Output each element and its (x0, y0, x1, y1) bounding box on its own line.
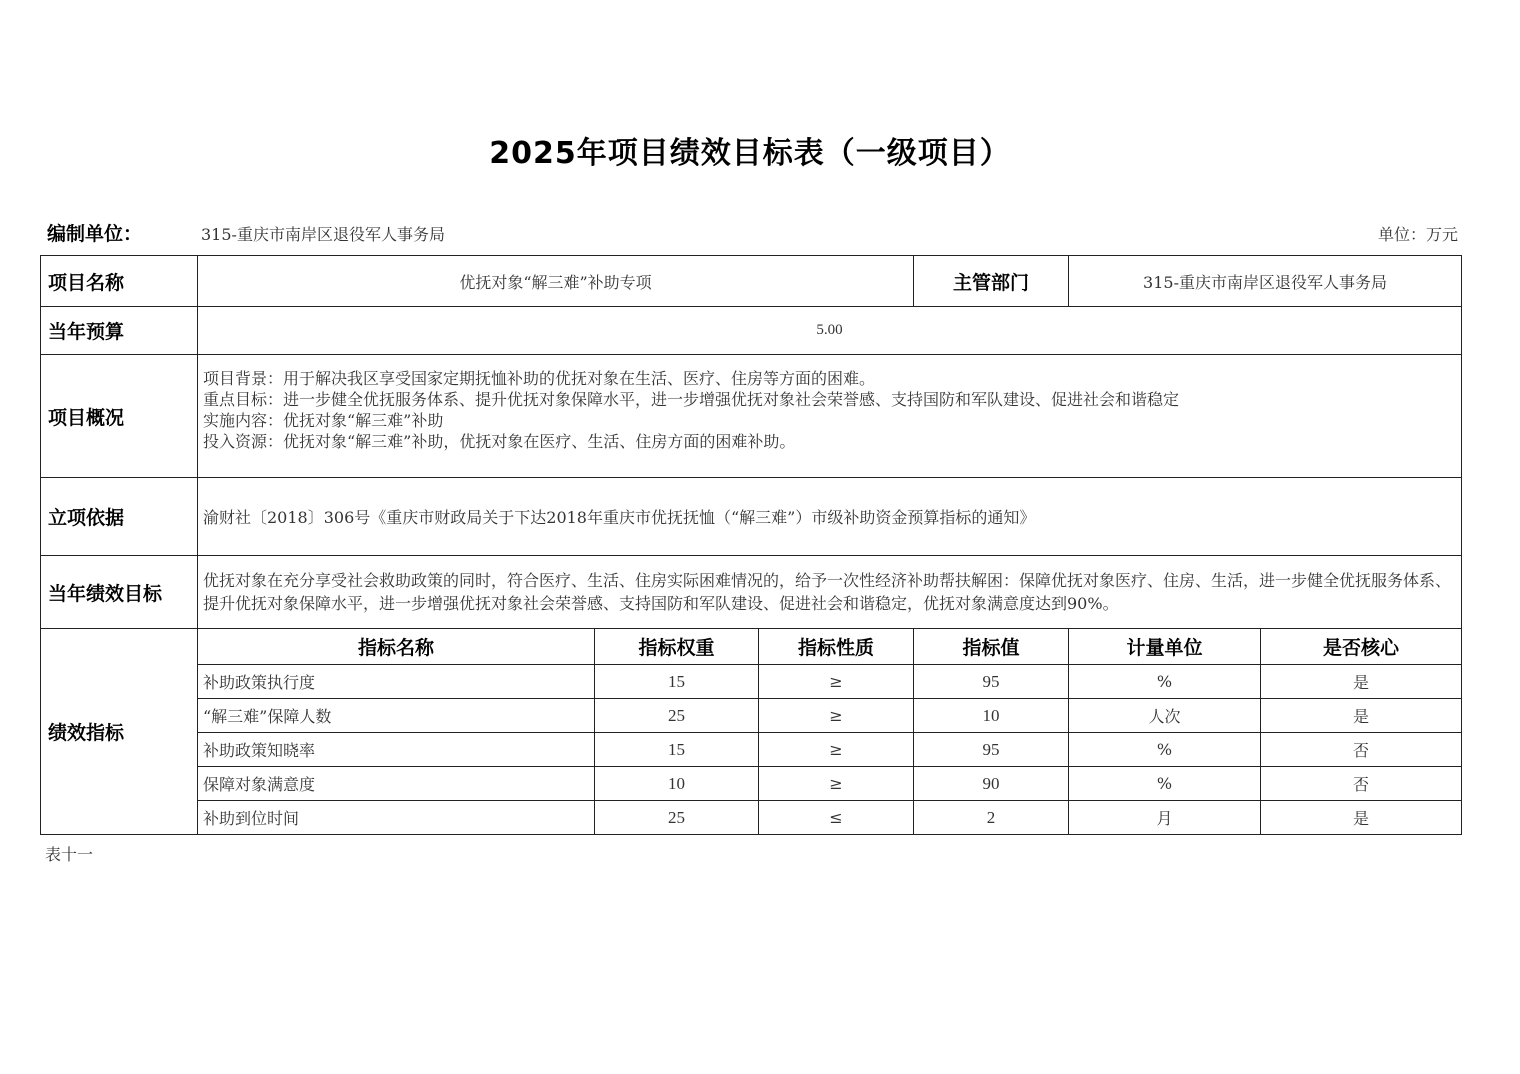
indicator-core: 是 (1261, 665, 1462, 699)
table-row (41, 665, 1462, 699)
overview-resources: 投入资源：优抚对象“解三难”补助，优抚对象在医疗、生活、住房方面的困难补助。 (203, 432, 796, 451)
indicator-name: 补助政策执行度 (198, 665, 595, 699)
header-indicator-name: 指标名称 (198, 629, 595, 665)
indicator-weight: 15 (595, 665, 759, 699)
department-label: 主管部门 (914, 256, 1069, 307)
overview-key-goal: 重点目标：进一步健全优抚服务体系、提升优抚对象保障水平，进一步增强优抚对象社会荣誉感、支持国防和军队建设、促进社会和谐稳定 (203, 390, 1180, 409)
indicator-nature: ≥ (759, 665, 914, 699)
goal-label: 当年绩效目标 (41, 556, 198, 629)
indicator-nature: ≤ (759, 801, 914, 835)
indicator-unit: 人次 (1069, 699, 1261, 733)
overview-background: 项目背景：用于解决我区享受国家定期抚恤补助的优抚对象在生活、医疗、住房等方面的困难。 (203, 369, 876, 388)
header-indicator-value: 指标值 (914, 629, 1069, 665)
header-indicator-nature: 指标性质 (759, 629, 914, 665)
table-number-note: 表十一 (45, 845, 94, 864)
indicator-unit: % (1069, 665, 1261, 699)
indicator-weight: 10 (595, 767, 759, 801)
compiling-unit-label: 编制单位： (47, 223, 143, 245)
overview-content (198, 355, 1462, 478)
header-indicator-weight: 指标权重 (595, 629, 759, 665)
indicator-weight: 25 (595, 699, 759, 733)
basis-label: 立项依据 (41, 478, 198, 556)
project-name-value: 优抚对象“解三难”补助专项 (198, 256, 914, 307)
indicator-core: 是 (1261, 801, 1462, 835)
compiling-unit-value: 315-重庆市南岸区退役军人事务局 (201, 225, 445, 244)
indicator-value: 10 (914, 699, 1069, 733)
basis-row (41, 478, 1462, 556)
table-row (41, 699, 1462, 733)
indicators-label: 绩效指标 (41, 629, 198, 835)
header-is-core: 是否核心 (1261, 629, 1462, 665)
indicator-weight: 15 (595, 733, 759, 767)
goal-row (41, 556, 1462, 629)
indicator-value: 2 (914, 801, 1069, 835)
department-value: 315-重庆市南岸区退役军人事务局 (1069, 256, 1462, 307)
indicator-core: 否 (1261, 733, 1462, 767)
performance-target-table (40, 255, 1462, 835)
overview-implementation: 实施内容：优抚对象“解三难”补助 (203, 411, 444, 430)
table-row (41, 767, 1462, 801)
indicator-nature: ≥ (759, 733, 914, 767)
header-measure-unit: 计量单位 (1069, 629, 1261, 665)
indicator-value: 90 (914, 767, 1069, 801)
indicator-weight: 25 (595, 801, 759, 835)
indicator-unit: % (1069, 767, 1261, 801)
budget-row (41, 307, 1462, 355)
budget-label: 当年预算 (41, 307, 198, 355)
indicator-name: “解三难”保障人数 (198, 699, 595, 733)
indicator-value: 95 (914, 733, 1069, 767)
overview-row (41, 355, 1462, 478)
indicator-core: 否 (1261, 767, 1462, 801)
page-title: 2025年项目绩效目标表（一级项目） (489, 136, 1011, 171)
indicator-nature: ≥ (759, 699, 914, 733)
indicator-name: 保障对象满意度 (198, 767, 595, 801)
project-name-label: 项目名称 (41, 256, 198, 307)
table-row (41, 733, 1462, 767)
money-unit-label: 单位：万元 (1377, 225, 1458, 244)
budget-value: 5.00 (198, 307, 1462, 355)
project-name-row (41, 256, 1462, 307)
indicator-name: 补助到位时间 (198, 801, 595, 835)
indicator-header-row (41, 629, 1462, 665)
basis-value: 渝财社〔2018〕306号《重庆市财政局关于下达2018年重庆市优抚抚恤（“解三难”）市级补助资金预算指标的通知》 (198, 478, 1462, 556)
goal-value: 优抚对象在充分享受社会救助政策的同时，符合医疗、生活、住房实际困难情况的，给予一次性经济补助帮扶解困：保障优抚对象医疗、住房、生活，进一步健全优抚服务体系、提升优抚对象保障水平，进一步增强优抚对象社会荣誉感、支持国防和军队建设、促进社会和谐稳定，优抚对象满意度达到90%。 (198, 556, 1462, 629)
indicator-nature: ≥ (759, 767, 914, 801)
indicator-name: 补助政策知晓率 (198, 733, 595, 767)
indicator-unit: 月 (1069, 801, 1261, 835)
indicator-value: 95 (914, 665, 1069, 699)
indicator-unit: % (1069, 733, 1261, 767)
overview-label: 项目概况 (41, 355, 198, 478)
indicator-core: 是 (1261, 699, 1462, 733)
table-row (41, 801, 1462, 835)
